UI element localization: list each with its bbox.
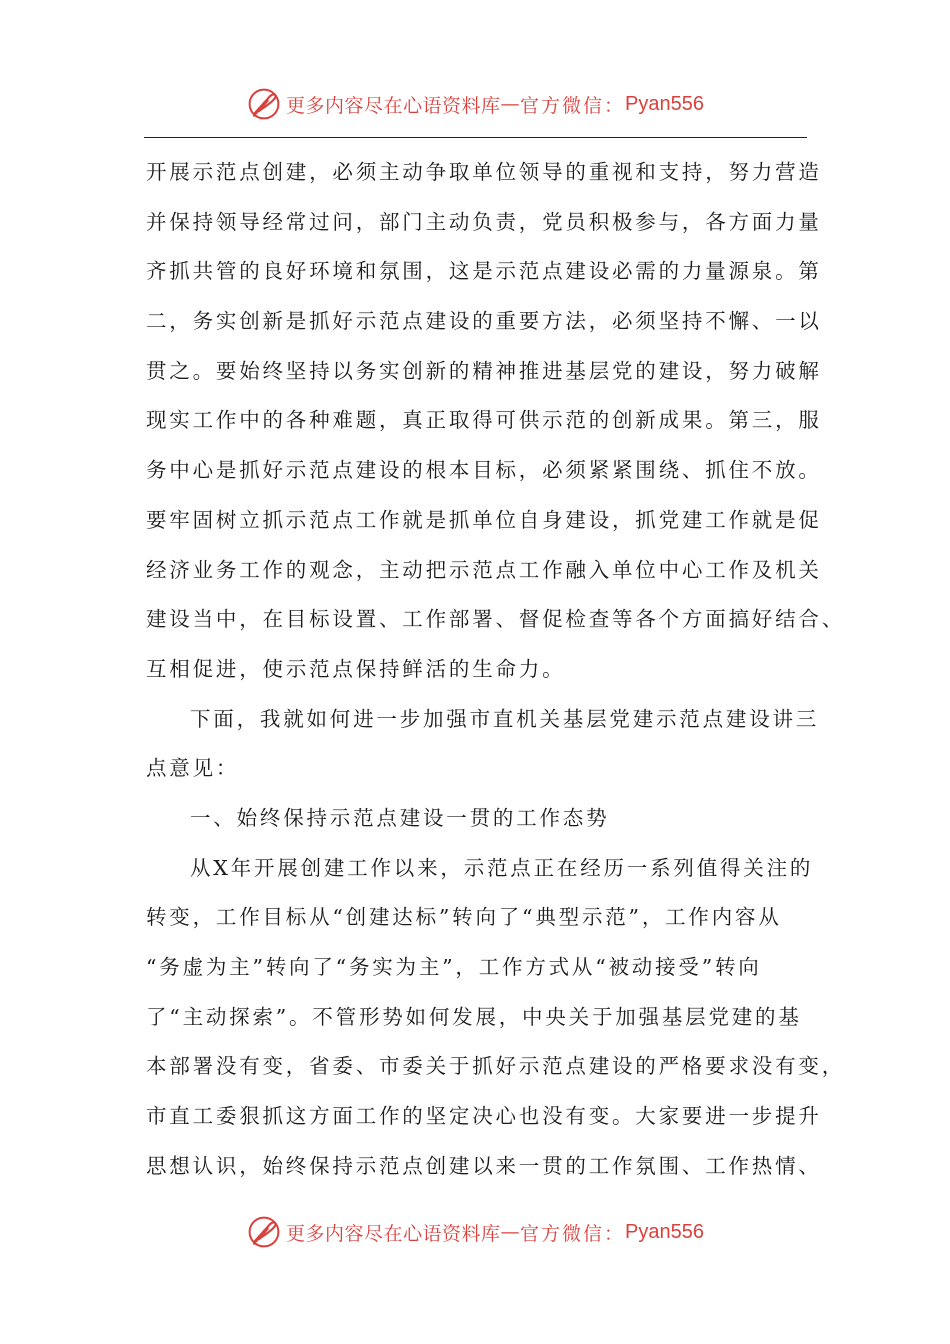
footer-watermark: [0, 1212, 950, 1252]
quill-pen-icon: [246, 86, 282, 122]
watermark-site-text: 更多内容尽在心语资料库: [286, 94, 501, 117]
header-watermark: [0, 84, 950, 124]
text-line: 务中心是抓好示范点建设的根本目标，必须紧紧围绕、抓住不放。: [146, 458, 822, 483]
document-body: [146, 148, 845, 1191]
text-line: 本部署没有变，省委、市委关于抓好示范点建设的严格要求没有变，: [146, 1054, 845, 1079]
watermark-dash: —: [500, 1221, 521, 1243]
text-line: 要牢固树立抓示范点工作就是抓单位自身建设，抓党建工作就是促: [146, 507, 822, 532]
text-line: 齐抓共管的良好环境和氛围，这是示范点建设必需的力量源泉。第: [146, 259, 822, 284]
text-line: 从X年开展创建工作以来，示范点正在经历一系列值得关注的: [190, 855, 814, 880]
header-rule: [144, 137, 807, 138]
text-line: 贯之。要始终坚持以务实创新的精神推进基层党的建设，努力破解: [146, 358, 822, 383]
text-line: 并保持领导经常过问，部门主动负责，党员积极参与，各方面力量: [146, 209, 822, 234]
text-line: 思想认识，始终保持示范点创建以来一贯的工作氛围、工作热情、: [146, 1153, 822, 1178]
text-line: 经济业务工作的观念，主动把示范点工作融入单位中心工作及机关: [146, 557, 822, 582]
quill-pen-icon: [246, 1214, 282, 1250]
section-heading: 一、始终保持示范点建设一贯的工作态势: [190, 805, 610, 830]
text-line: 点意见：: [146, 756, 240, 781]
text-line: “务虚为主”转向了“务实为主”，工作方式从“被动接受”转向: [146, 955, 762, 979]
watermark-wechat-label: 官方微信：: [520, 94, 626, 117]
text-line: 开展示范点创建，必须主动争取单位领导的重视和支持，努力营造: [146, 160, 822, 184]
text-line: 下面，我就如何进一步加强市直机关基层党建示范点建设讲三: [190, 706, 820, 731]
text-line: 互相促进，使示范点保持鲜活的生命力。: [146, 656, 566, 681]
text-line: 了“主动探索”。不管形势如何发展，中央关于加强基层党建的基: [146, 1004, 802, 1029]
watermark-wechat-label: 官方微信：: [520, 1222, 626, 1245]
text-line: 建设当中，在目标设置、工作部署、督促检查等各个方面搞好结合、: [146, 607, 845, 632]
watermark-dash: —: [500, 93, 521, 115]
watermark-site-text: 更多内容尽在心语资料库: [286, 1222, 501, 1245]
watermark-wechat-id: Pyan556: [625, 92, 704, 115]
text-line: 转变，工作目标从“创建达标”转向了“典型示范”，工作内容从: [146, 905, 782, 930]
text-line: 现实工作中的各种难题，真正取得可供示范的创新成果。第三，服: [146, 408, 822, 433]
watermark-wechat-id: Pyan556: [625, 1220, 704, 1243]
text-line: 二，务实创新是抓好示范点建设的重要方法，必须坚持不懈、一以: [146, 309, 822, 334]
text-line: 市直工委狠抓这方面工作的坚定决心也没有变。大家要进一步提升: [146, 1104, 822, 1129]
